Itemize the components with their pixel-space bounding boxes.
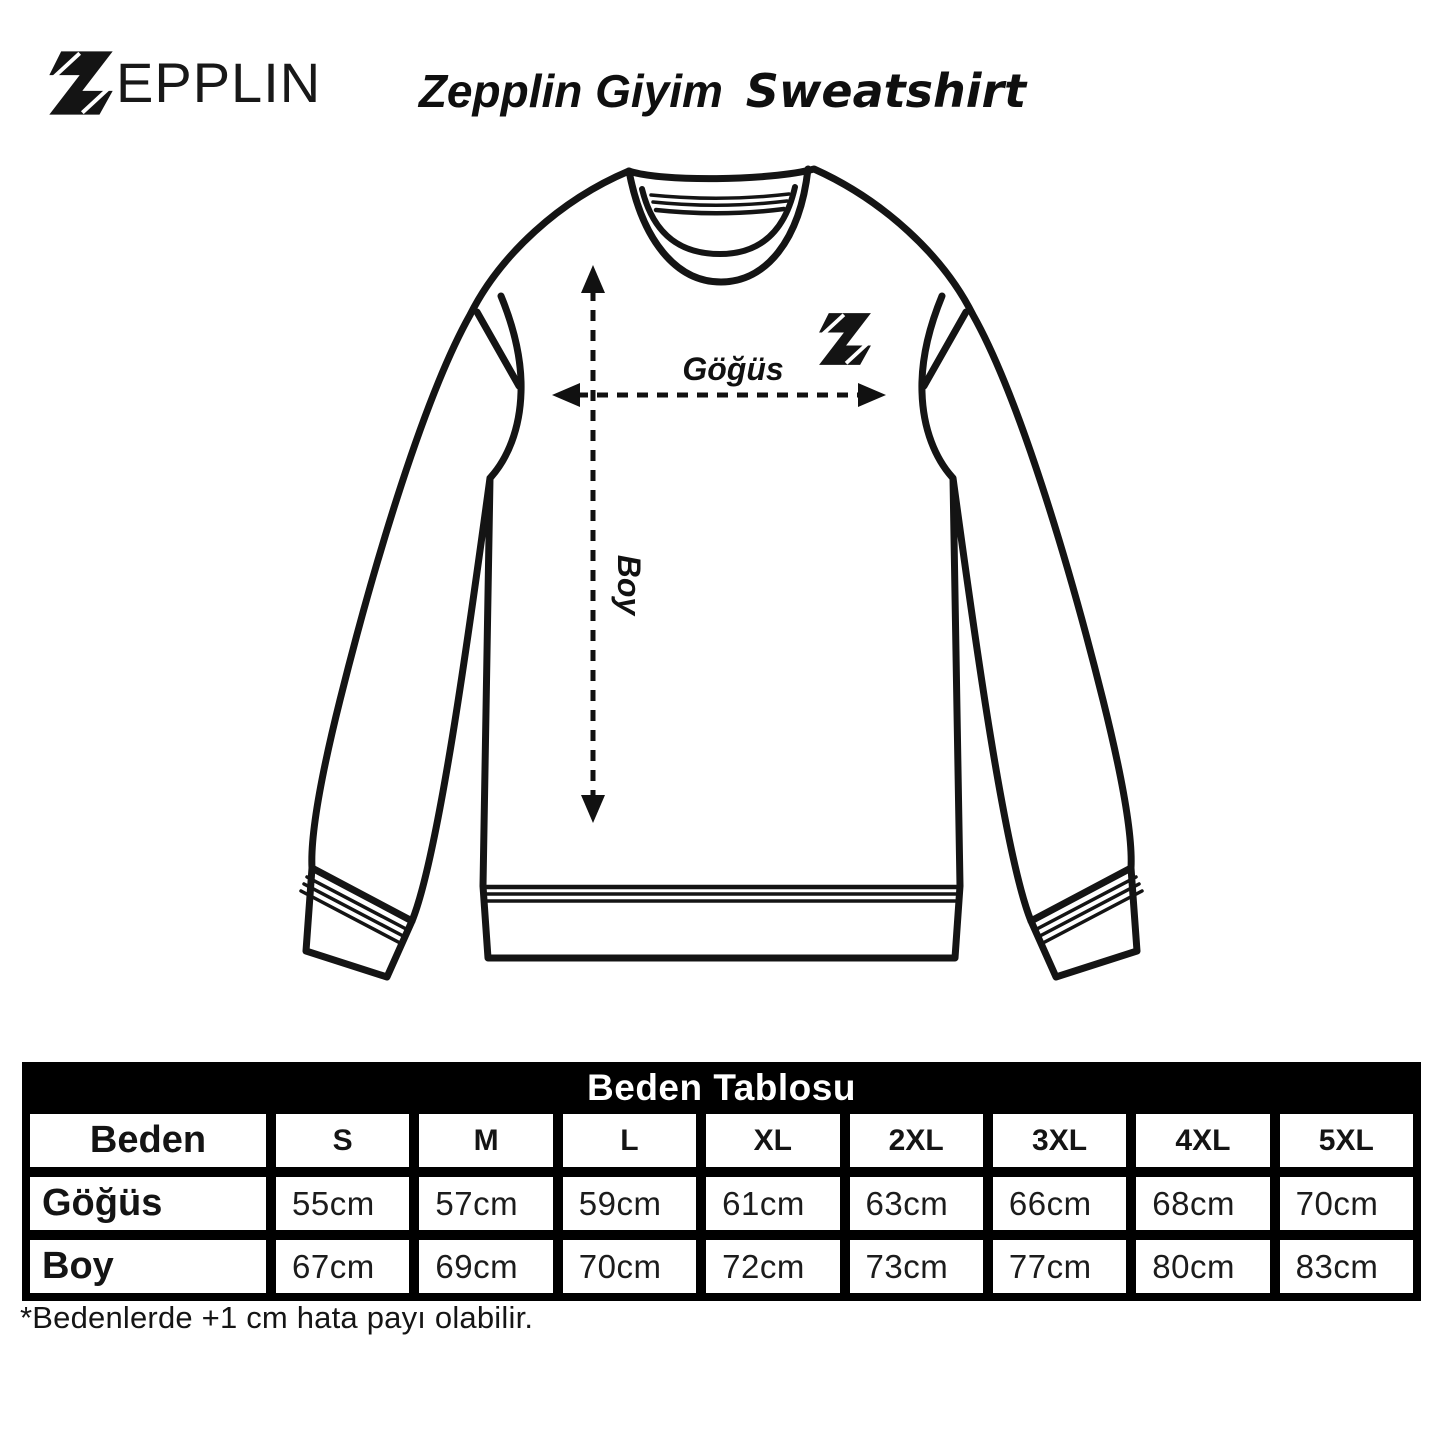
length-dimension-label: Boy (611, 554, 647, 616)
size-header-3xl: 3XL (993, 1114, 1126, 1167)
brand-wordmark: EPPLIN (116, 51, 322, 114)
size-table-title: Beden Tablosu (587, 1067, 856, 1108)
page-title-bold: Sweatshirt (745, 64, 1027, 118)
length-value-5xl: 83cm (1280, 1240, 1413, 1293)
size-table (22, 1062, 1421, 1301)
length-value-s: 67cm (276, 1240, 409, 1293)
length-value-l: 70cm (563, 1240, 696, 1293)
size-header-l: L (563, 1114, 696, 1167)
size-header-s: S (276, 1114, 409, 1167)
length-value-xl: 72cm (706, 1240, 839, 1293)
row-label-length: Boy (30, 1240, 266, 1293)
size-header-xl: XL (706, 1114, 839, 1167)
chest-value-m: 57cm (419, 1177, 552, 1230)
chest-dimension-label: Göğüs (682, 351, 784, 387)
length-value-2xl: 73cm (850, 1240, 983, 1293)
chest-value-5xl: 70cm (1280, 1177, 1413, 1230)
length-value-3xl: 77cm (993, 1240, 1126, 1293)
size-table-header-beden: Beden (30, 1114, 266, 1167)
size-header-m: M (419, 1114, 552, 1167)
chest-value-4xl: 68cm (1136, 1177, 1269, 1230)
size-header-2xl: 2XL (850, 1114, 983, 1167)
chest-value-2xl: 63cm (850, 1177, 983, 1230)
page-title-regular: Zepplin Giyim (418, 65, 723, 117)
length-value-4xl: 80cm (1136, 1240, 1269, 1293)
chest-value-l: 59cm (563, 1177, 696, 1230)
size-table-grid (30, 1114, 1413, 1293)
row-label-chest: Göğüs (30, 1177, 266, 1230)
sweatshirt-outline (306, 169, 1137, 977)
size-header-5xl: 5XL (1280, 1114, 1413, 1167)
chest-value-s: 55cm (276, 1177, 409, 1230)
length-value-m: 69cm (419, 1240, 552, 1293)
chest-value-3xl: 66cm (993, 1177, 1126, 1230)
chest-value-xl: 61cm (706, 1177, 839, 1230)
tolerance-footnote: *Bedenlerde +1 cm hata payı olabilir. (20, 1300, 534, 1335)
size-header-4xl: 4XL (1136, 1114, 1269, 1167)
